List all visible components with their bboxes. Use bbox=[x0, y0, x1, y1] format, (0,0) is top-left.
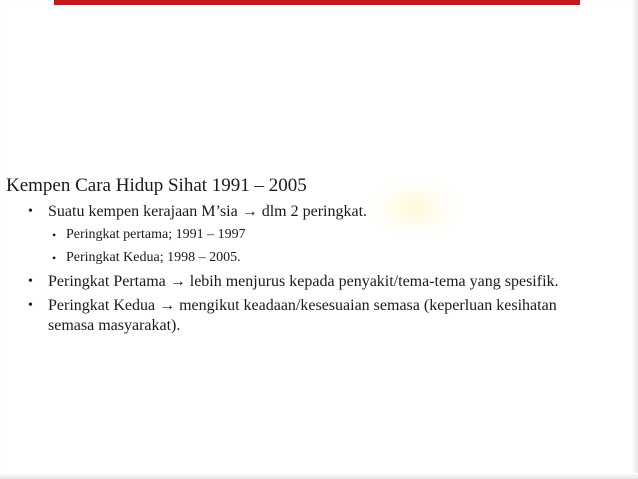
bullet-icon: • bbox=[28, 298, 33, 313]
list-item bbox=[6, 202, 606, 267]
sub-list-item bbox=[6, 249, 606, 267]
list-item-text: Suatu kempen kerajaan M’sia → dlm 2 peringkat. bbox=[48, 203, 368, 220]
list-item-text: Peringkat Kedua → mengikut keadaan/kesesuaian semasa (keperluan kesihatan semasa masyarakat). bbox=[48, 297, 557, 334]
sub-bullet-list bbox=[6, 226, 606, 267]
bullet-icon: • bbox=[28, 204, 33, 219]
sublist-wrapper bbox=[6, 226, 606, 267]
list-item-text: Peringkat Pertama → lebih menjurus kepada penyakit/tema-tema yang spesifik. bbox=[48, 273, 559, 290]
sub-list-item-text: Peringkat pertama; 1991 – 1997 bbox=[66, 227, 246, 242]
bullet-icon: • bbox=[28, 274, 33, 289]
sub-list-item-text: Peringkat Kedua; 1998 – 2005. bbox=[66, 250, 241, 265]
bullet-icon: • bbox=[52, 251, 57, 265]
slide-edge-shadow-right bbox=[632, 0, 638, 479]
list-item bbox=[6, 272, 606, 292]
bullet-list bbox=[6, 202, 606, 336]
bullet-icon: • bbox=[52, 228, 57, 242]
slide-heading: Kempen Cara Hidup Sihat 1991 – 2005 bbox=[6, 175, 307, 196]
sub-list-item bbox=[6, 226, 606, 244]
slide-content bbox=[6, 174, 606, 340]
top-accent-bar bbox=[54, 0, 580, 5]
slide-edge-shadow-bottom bbox=[0, 473, 638, 479]
list-item bbox=[6, 296, 606, 336]
